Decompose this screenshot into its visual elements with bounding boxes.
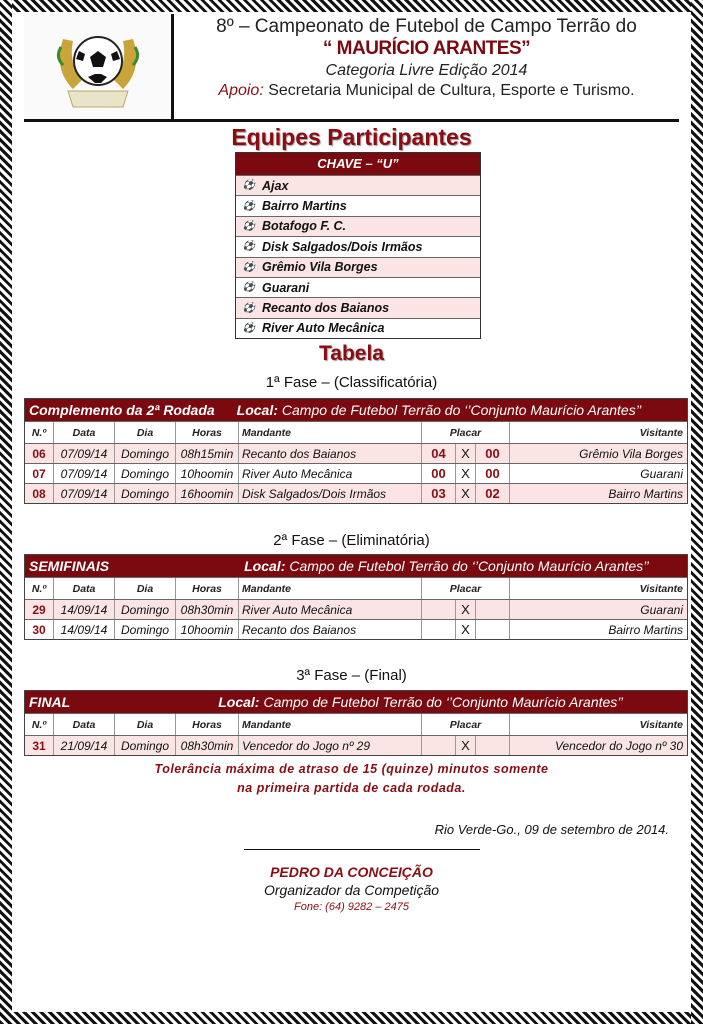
home-score: 04 (422, 444, 456, 463)
away-score: 02 (476, 484, 510, 503)
teams-list (236, 175, 480, 338)
decorative-border-right (691, 0, 703, 1024)
away-team: Vencedor do Jogo nº 30 (554, 739, 683, 753)
col-header-hour: Horas (176, 714, 239, 735)
away-score (476, 620, 510, 639)
versus-mark: X (456, 464, 476, 483)
match-time: 08h30min (176, 600, 239, 619)
category-line: Categoria Livre Edição 2014 (325, 62, 528, 79)
versus-mark: X (456, 620, 476, 639)
away-team: Grêmio Vila Borges (579, 447, 683, 461)
tolerance-note-line1: Tolerância máxima de atraso de 15 (quinze) minutos somente (154, 762, 549, 776)
match-time: 16hoomin (176, 484, 239, 503)
round-name: SEMIFINAIS (29, 558, 110, 574)
col-header-away: Visitante (639, 719, 683, 731)
team-row (236, 236, 480, 256)
col-header-score: Placar (422, 578, 510, 599)
home-score (422, 736, 456, 755)
soccer-ball-icon: ⚽ (242, 200, 256, 212)
match-rows (25, 599, 687, 639)
soccer-ball-icon: ⚽ (242, 220, 256, 232)
tolerance-note-line2: na primeira partida de cada rodada. (237, 781, 466, 795)
col-header-date: Data (54, 714, 115, 735)
team-row (236, 175, 480, 195)
match-day: Domingo (115, 444, 176, 463)
decorative-border-left (0, 0, 12, 1024)
match-date: 07/09/14 (54, 444, 115, 463)
spacer (215, 399, 237, 421)
col-header-num: N.º (25, 422, 54, 443)
table-row (25, 463, 687, 483)
team-row (236, 216, 480, 236)
match-number: 08 (25, 484, 54, 503)
home-team: Recanto dos Baianos (239, 620, 422, 639)
soccer-ball-icon: ⚽ (242, 302, 256, 314)
home-team: River Auto Mecânica (239, 464, 422, 483)
table-row (25, 443, 687, 463)
match-day: Domingo (115, 484, 176, 503)
team-name: River Auto Mecânica (262, 321, 385, 336)
col-header-hour: Horas (176, 422, 239, 443)
versus-mark: X (456, 444, 476, 463)
col-header-away: Visitante (639, 427, 683, 439)
organizer-name: PEDRO DA CONCEIÇÃO (270, 864, 433, 880)
home-team: Vencedor do Jogo nº 29 (239, 736, 422, 755)
match-date: 07/09/14 (54, 464, 115, 483)
versus-mark: X (456, 484, 476, 503)
table-row (25, 483, 687, 503)
support-text: Secretaria Municipal de Cultura, Esporte e Turismo. (268, 82, 635, 99)
team-name: Bairro Martins (262, 199, 347, 214)
location-text: Campo de Futebol Terrão do ‘’Conjunto Maurício Arantes’’ (289, 558, 649, 574)
col-header-home: Mandante (239, 714, 422, 735)
location-label: Local: (244, 558, 286, 574)
location-text: Campo de Futebol Terrão do ‘’Conjunto Maurício Arantes’’ (281, 402, 642, 418)
team-name: Botafogo F. C. (262, 219, 347, 234)
match-date: 07/09/14 (54, 484, 115, 503)
col-header-home: Mandante (239, 578, 422, 599)
col-header-num: N.º (25, 714, 54, 735)
place-date: Rio Verde-Go., 09 de setembro de 2014. (434, 822, 669, 837)
spacer (70, 691, 218, 713)
teams-title: Equipes Participantes (231, 124, 472, 150)
soccer-ball-icon: ⚽ (242, 282, 256, 294)
team-row (236, 318, 480, 338)
match-day: Domingo (115, 736, 176, 755)
trophy-ball-logo (24, 14, 174, 122)
match-number: 06 (25, 444, 54, 463)
versus-mark: X (456, 600, 476, 619)
col-header-day: Dia (115, 714, 176, 735)
team-row (236, 257, 480, 277)
away-score (476, 736, 510, 755)
decorative-border-top (0, 0, 703, 12)
round-name: FINAL (29, 694, 71, 710)
team-name: Ajax (262, 178, 289, 193)
col-header-day: Dia (115, 578, 176, 599)
home-score (422, 620, 456, 639)
match-number: 30 (25, 620, 54, 639)
support-line (174, 82, 679, 100)
match-time: 10hoomin (176, 620, 239, 639)
organizer-role: Organizador da Competição (263, 882, 440, 898)
col-header-score: Placar (422, 422, 510, 443)
header-text (174, 14, 679, 122)
column-headers (25, 421, 687, 443)
away-score (476, 600, 510, 619)
match-date: 14/09/14 (54, 620, 115, 639)
location-label: Local: (236, 402, 278, 418)
away-score: 00 (476, 444, 510, 463)
phase3-title: 3ª Fase – (Final) (296, 667, 407, 684)
team-name: Grêmio Vila Borges (262, 260, 378, 275)
team-name: Guarani (262, 280, 310, 295)
phase2-title: 2ª Fase – (Eliminatória) (273, 532, 430, 549)
versus-mark: X (456, 736, 476, 755)
championship-title: 8º – Campeonato de Futebol de Campo Terrão do (216, 16, 637, 37)
championship-name: “ MAURÍCIO ARANTES” (322, 38, 531, 59)
schedule-title: Tabela (319, 342, 384, 365)
teams-table (235, 152, 481, 339)
home-team: Disk Salgados/Dois Irmãos (239, 484, 422, 503)
header (24, 14, 679, 122)
match-date: 14/09/14 (54, 600, 115, 619)
location-text: Campo de Futebol Terrão do ‘’Conjunto Maurício Arantes’’ (263, 694, 623, 710)
match-time: 08h15min (176, 444, 239, 463)
col-header-num: N.º (25, 578, 54, 599)
team-name: Disk Salgados/Dois Irmãos (262, 239, 423, 254)
away-score: 00 (476, 464, 510, 483)
col-header-date: Data (54, 578, 115, 599)
match-day: Domingo (115, 620, 176, 639)
organizer-phone: Fone: (64) 9282 – 2475 (294, 901, 409, 913)
match-date: 21/09/14 (54, 736, 115, 755)
home-score (422, 600, 456, 619)
match-day: Domingo (115, 600, 176, 619)
column-headers (25, 577, 687, 599)
team-name: Recanto dos Baianos (262, 301, 390, 316)
phase1-title: 1ª Fase – (Classificatória) (265, 374, 438, 391)
match-time: 08h30min (176, 736, 239, 755)
home-team: Recanto dos Baianos (239, 444, 422, 463)
away-team: Guarani (640, 603, 683, 617)
match-time: 10hoomin (176, 464, 239, 483)
location-label: Local: (218, 694, 260, 710)
phase3-table (24, 690, 688, 756)
home-score: 00 (422, 464, 456, 483)
column-headers (25, 713, 687, 735)
match-day: Domingo (115, 464, 176, 483)
decorative-border-bottom (0, 1012, 703, 1024)
home-team: River Auto Mecânica (239, 600, 422, 619)
phase1-table (24, 398, 688, 504)
col-header-day: Dia (115, 422, 176, 443)
team-row (236, 277, 480, 297)
col-header-away: Visitante (639, 583, 683, 595)
round-header (25, 555, 687, 577)
round-header (25, 399, 687, 421)
team-row (236, 297, 480, 317)
home-score: 03 (422, 484, 456, 503)
match-number: 31 (25, 736, 54, 755)
phase2-table (24, 554, 688, 640)
table-row (25, 735, 687, 755)
soccer-ball-icon: ⚽ (242, 322, 256, 334)
col-header-hour: Horas (176, 578, 239, 599)
match-number: 29 (25, 600, 54, 619)
signature-line (244, 849, 480, 850)
round-name: Complemento da 2ª Rodada (29, 402, 215, 418)
match-rows (25, 443, 687, 503)
col-header-score: Placar (422, 714, 510, 735)
table-row (25, 599, 687, 619)
support-label: Apoio: (218, 82, 264, 99)
spacer (109, 555, 244, 577)
soccer-ball-icon: ⚽ (242, 180, 256, 192)
document-page (14, 14, 689, 1010)
table-row (25, 619, 687, 639)
team-row (236, 195, 480, 215)
col-header-home: Mandante (239, 422, 422, 443)
col-header-date: Data (54, 422, 115, 443)
soccer-ball-icon: ⚽ (242, 241, 256, 253)
match-number: 07 (25, 464, 54, 483)
away-team: Guarani (640, 467, 683, 481)
away-team: Bairro Martins (608, 623, 683, 637)
soccer-ball-icon: ⚽ (242, 261, 256, 273)
teams-group-header: CHAVE – “U” (236, 153, 480, 175)
round-header (25, 691, 687, 713)
match-rows (25, 735, 687, 755)
away-team: Bairro Martins (608, 487, 683, 501)
